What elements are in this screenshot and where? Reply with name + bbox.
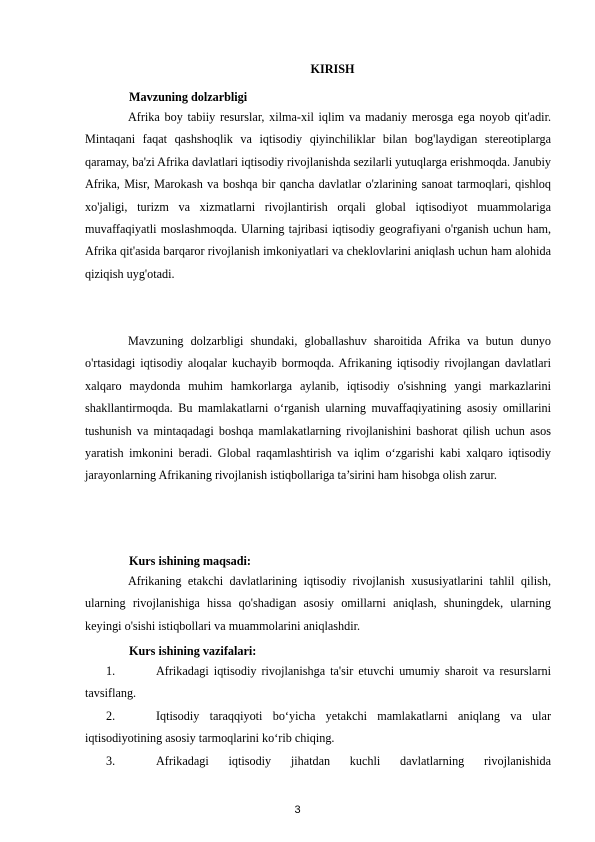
section-heading-goal: Kurs ishining maqsadi: — [129, 554, 251, 568]
list-item-number: 3. — [106, 754, 116, 768]
paragraph-goal: Afrikaning etakchi davlatlarining iqtisodiy rivojlanish xususiyatlarini tahlil qilish, ularning rivojlanishiga hissa qo'shadigan asosiy omillarni aniqlash, shuningdek, ularning keyingi o'sishi istiqbollari va muammolarini aniqlashdir. — [85, 574, 551, 633]
list-item-text: Afrikadagi iqtisodiy rivojlanishga ta'sir etuvchi umumiy sharoit va resurslarni tavsiflang. — [85, 664, 551, 701]
paragraph-relevance-2: Mavzuning dolzarbligi shundaki, globallashuv sharoitida Afrika va butun dunyo o'rtasidagi iqtisodiy aloqalar kuchayib bormoqda. Afrikaning iqtisodiy rivojlangan davlatlari xalqaro maydonda muhim hamkorlarga aylanib, iqtisodiy o'sishning yangi markazlarini shakllantirmoqda. Bu mamlakatlarni o‘rganish ularning muvaffaqiyatining asosiy omillarini tushunish va mintaqadagi boshqa mamlakatlarning rivojlanishini bashorat qilish uchun asos yaratish imkonini beradi. Global raqamlashtirish va iqlim o‘zgarishi kabi xalqaro iqtisodiy jarayonlarning Afrikaning rivojlanish istiqbollariga ta’sirini ham hisobga olish zarur. — [85, 334, 551, 483]
page-title: KIRISH — [310, 62, 355, 76]
section-heading-relevance: Mavzuning dolzarbligi — [129, 90, 248, 104]
list-item-number: 2. — [106, 709, 116, 723]
list-item-text: Afrikadagi iqtisodiy jihatdan kuchli davlatlarning rivojlanishida — [156, 754, 551, 768]
page-number: 3 — [294, 804, 301, 816]
list-item — [85, 660, 551, 705]
list-item — [85, 705, 551, 750]
list-item-text: Iqtisodiy taraqqiyoti bo‘yicha yetakchi mamlakatlarni aniqlang va ular iqtisodiyotining asosiy tarmoqlarini ko‘rib chiqing. — [85, 709, 551, 746]
paragraph-relevance-1: Afrika boy tabiiy resurslar, xilma-xil iqlim va madaniy merosga ega noyob qit'adir. Mintaqani faqat qashshoqlik va iqtisodiy qiyinchiliklar bilan bog'laydigan stereotiplarga qaramay, ba'zi Afrika davlatlari iqtisodiy rivojlanishda sezilarli yutuqlarga erishmoqda. Janubiy Afrika, Misr, Marokash va boshqa bir qancha davlatlar o'zlarining sanoat tarmoqlari, qishloq xo'jaligi, turizm va xizmatlarni rivojlantirish orqali global iqtisodiyot muammolariga muvaffaqiyatli moslashmoqda. Ularning tajribasi iqtisodiy geografiyani o'rganish uchun ham, Afrika qit'asida barqaror rivojlanish imkoniyatlari va cheklovlarini aniqlash uchun ham alohida qiziqish uyg'otadi. — [85, 110, 551, 281]
list-item — [85, 750, 551, 772]
list-item-number: 1. — [106, 664, 116, 678]
section-heading-tasks: Kurs ishining vazifalari: — [129, 644, 257, 658]
